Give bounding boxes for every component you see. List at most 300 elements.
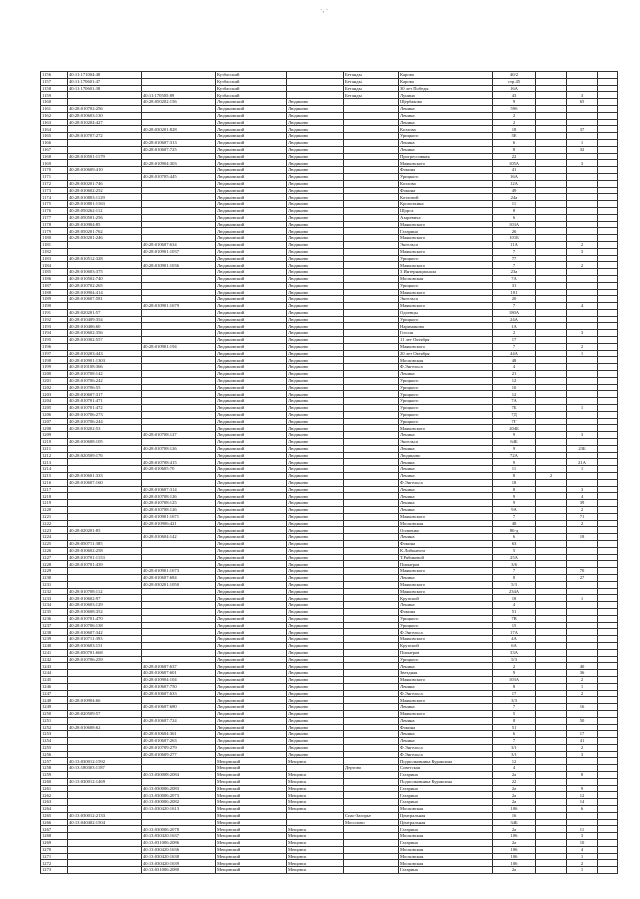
table-cell: Людиновский [216, 282, 287, 289]
table-cell: Людиновский [216, 738, 287, 745]
table-cell [344, 99, 399, 106]
table-cell: 40:28:010901:194 [142, 343, 216, 350]
table-cell: Крупской [399, 642, 493, 649]
table-cell: Бетанды [344, 72, 399, 79]
table-cell: Кропоткина [399, 201, 493, 208]
table-cell: 77 [493, 255, 536, 262]
table-cell [142, 323, 216, 330]
table-cell [68, 262, 142, 269]
table-cell: 40:13:030420:1613 [142, 806, 216, 813]
table-cell: 1169 [41, 160, 68, 167]
table-cell [536, 235, 567, 242]
table-cell [536, 323, 567, 330]
table-cell: 2 [493, 119, 536, 126]
table-cell [142, 622, 216, 629]
table-cell: 1212 [41, 452, 68, 459]
table-cell [598, 534, 618, 541]
table-cell [536, 364, 567, 371]
table-cell: 40:13:180303:1187 [68, 765, 142, 772]
table-cell [344, 479, 399, 486]
table-cell: Пионеров [399, 649, 493, 656]
table-cell: 1185 [41, 269, 68, 276]
table-cell: Людиново [287, 636, 344, 643]
table-cell [536, 568, 567, 575]
table-cell: 1255 [41, 744, 68, 751]
table-cell: 1246 [41, 683, 68, 690]
table-cell [142, 153, 216, 160]
table-cell [598, 235, 618, 242]
table-cell: 31 [493, 282, 536, 289]
table-cell: Людиново [287, 235, 344, 242]
table-cell [598, 649, 618, 656]
table-cell: Мещовск [287, 799, 344, 806]
table-cell: 59б [493, 105, 536, 112]
table-cell: Центральная [399, 812, 493, 819]
table-cell [344, 833, 399, 840]
table-cell [142, 350, 216, 357]
table-cell: 33А [493, 649, 536, 656]
table-cell [142, 330, 216, 337]
table-row [41, 371, 618, 378]
table-cell: 1230 [41, 574, 68, 581]
table-cell: 3 Интернационала [399, 269, 493, 276]
table-row [41, 146, 618, 153]
table-cell: 11 [567, 826, 598, 833]
table-cell: 4 [567, 303, 598, 310]
table-cell [344, 194, 399, 201]
table-cell: 1223 [41, 527, 68, 534]
table-cell: Ф.Энгельса [399, 364, 493, 371]
table-cell: 40:28:010706:273 [68, 411, 142, 418]
table-cell [598, 425, 618, 432]
table-cell: Людиново [399, 452, 493, 459]
table-cell [344, 105, 399, 112]
table-cell [536, 289, 567, 296]
table-cell: 1199 [41, 364, 68, 371]
table-cell: 40:11:170601:38 [68, 85, 142, 92]
table-cell [344, 112, 399, 119]
table-cell [344, 133, 399, 140]
table-cell [142, 765, 216, 772]
table-cell [567, 282, 598, 289]
table-cell [142, 296, 216, 303]
table-cell: Мещовск [287, 785, 344, 792]
table-cell: Фокина [399, 167, 493, 174]
table-cell: Маяковского [399, 235, 493, 242]
table-cell: 1173 [41, 187, 68, 194]
table-cell: 3 [567, 92, 598, 99]
table-cell: 106 [493, 846, 536, 853]
table-cell [598, 112, 618, 119]
table-cell [598, 275, 618, 282]
table-cell: Ленина [399, 493, 493, 500]
table-cell [344, 846, 399, 853]
table-cell [344, 724, 399, 731]
table-cell: 40:28:010705:445 [142, 173, 216, 180]
table-cell: 16А [493, 173, 536, 180]
table-cell [536, 377, 567, 384]
table-cell [68, 717, 142, 724]
table-cell [344, 513, 399, 520]
table-cell: Мещовский [216, 846, 287, 853]
table-cell [344, 826, 399, 833]
table-cell: Ленина [399, 466, 493, 473]
table-cell: 23Б [567, 445, 598, 452]
table-cell: 1229 [41, 568, 68, 575]
table-row [41, 92, 618, 99]
table-cell: Людиновский [216, 540, 287, 547]
table-cell: Людиново [287, 520, 344, 527]
table-cell: 1232 [41, 588, 68, 595]
table-cell: Людиново [287, 275, 344, 282]
table-row [41, 744, 618, 751]
table-cell [536, 738, 567, 745]
table-cell: Ленина [399, 486, 493, 493]
table-cell [567, 479, 598, 486]
table-cell [598, 860, 618, 867]
table-cell: 1213 [41, 459, 68, 466]
table-cell: Мещовский [216, 785, 287, 792]
table-cell [598, 105, 618, 112]
table-cell: 40:28:010607:601 [142, 670, 216, 677]
table-row [41, 255, 618, 262]
table-cell: 40:13:030420:1636 [142, 846, 216, 853]
table-cell [567, 207, 598, 214]
table-cell: Маяковского [399, 262, 493, 269]
table-cell: 5Е [493, 133, 536, 140]
table-cell: Московская [399, 275, 493, 282]
table-cell [536, 561, 567, 568]
table-cell [68, 663, 142, 670]
table-cell [598, 479, 618, 486]
table-cell [567, 296, 598, 303]
table-cell: Людиновский [216, 615, 287, 622]
table-cell [344, 146, 399, 153]
table-cell: 40:13:030006:2078 [142, 826, 216, 833]
table-cell: Людиново [287, 323, 344, 330]
table-cell: Урицкого [399, 316, 493, 323]
table-row [41, 867, 618, 874]
table-cell: 1233 [41, 595, 68, 602]
table-cell [68, 853, 142, 860]
table-cell: К.Либкнехта [399, 547, 493, 554]
table-cell: Людиново [287, 343, 344, 350]
table-cell: Козловой [399, 194, 493, 201]
table-cell: 1 [567, 139, 598, 146]
table-row [41, 690, 618, 697]
table-cell: 1216 [41, 479, 68, 486]
table-cell [536, 153, 567, 160]
table-cell [536, 180, 567, 187]
table-cell: Людиновский [216, 418, 287, 425]
table-row [41, 785, 618, 792]
table-cell [536, 724, 567, 731]
table-cell [598, 289, 618, 296]
table-cell [344, 391, 399, 398]
table-cell: 16А [493, 85, 536, 92]
table-cell [536, 432, 567, 439]
table-cell: 3 [567, 432, 598, 439]
table-cell: Людиновский [216, 636, 287, 643]
table-cell: 40:28:010904:303 [142, 160, 216, 167]
table-cell: 9 [493, 459, 536, 466]
table-cell [598, 853, 618, 860]
table-cell [536, 663, 567, 670]
table-cell: Фокина [399, 540, 493, 547]
table-cell: 7 [493, 343, 536, 350]
table-cell: 40:28:010204:427 [68, 119, 142, 126]
table-cell [598, 772, 618, 779]
table-cell [344, 207, 399, 214]
table-cell [567, 235, 598, 242]
table-row [41, 119, 618, 126]
table-cell: 3/1 [493, 751, 536, 758]
table-cell [536, 439, 567, 446]
table-cell [536, 398, 567, 405]
table-cell [68, 738, 142, 745]
table-cell: Людиновский [216, 173, 287, 180]
table-cell [536, 642, 567, 649]
table-cell [598, 445, 618, 452]
table-cell: Людиново [287, 649, 344, 656]
table-cell [344, 581, 399, 588]
table-cell: Людиновский [216, 296, 287, 303]
table-cell: 2 [567, 860, 598, 867]
table-cell: 1193 [41, 323, 68, 330]
table-cell [344, 425, 399, 432]
table-cell [598, 330, 618, 337]
table-cell [598, 418, 618, 425]
table-cell [598, 758, 618, 765]
table-cell: 8 [493, 717, 536, 724]
table-cell [598, 867, 618, 874]
table-cell: 22 [493, 153, 536, 160]
table-cell: Ленина [399, 704, 493, 711]
table-cell [344, 466, 399, 473]
table-cell [598, 296, 618, 303]
table-cell: 40:28:050262:112 [68, 207, 142, 214]
table-cell: Бетанды [344, 78, 399, 85]
table-cell [598, 99, 618, 106]
table-cell: Людиново [287, 615, 344, 622]
table-cell [68, 99, 142, 106]
table-row [41, 105, 618, 112]
table-cell [68, 466, 142, 473]
table-row [41, 391, 618, 398]
table-cell: 106 [493, 833, 536, 840]
table-cell [567, 398, 598, 405]
table-cell: Людиновский [216, 507, 287, 514]
table-cell: Бетанды [344, 92, 399, 99]
table-cell: 40:28:010701:470 [68, 615, 142, 622]
table-cell [344, 500, 399, 507]
table-cell: 1203 [41, 391, 68, 398]
table-cell: 7 [493, 568, 536, 575]
table-cell: Ленина [399, 738, 493, 745]
table-cell: Людиновский [216, 167, 287, 174]
table-cell [344, 615, 399, 622]
table-cell [598, 622, 618, 629]
table-cell: 40:28:020201:85 [68, 527, 142, 534]
table-cell [536, 330, 567, 337]
table-cell [536, 806, 567, 813]
table-cell [536, 119, 567, 126]
table-cell: 40:28:010608:105 [68, 439, 142, 446]
table-cell [142, 758, 216, 765]
table-cell [536, 608, 567, 615]
table-row [41, 731, 618, 738]
table-cell: 2а [493, 792, 536, 799]
table-cell: Людиново [287, 160, 344, 167]
table-cell [598, 316, 618, 323]
table-cell: 40:28:010701:439 [68, 561, 142, 568]
table-cell: Мещовский [216, 853, 287, 860]
table-cell: Мещовск [287, 792, 344, 799]
table-cell [536, 167, 567, 174]
table-cell [68, 751, 142, 758]
table-cell: 40:28:010602:252 [68, 187, 142, 194]
table-cell: 101Б [493, 235, 536, 242]
table-cell: Щорса [399, 207, 493, 214]
table-row [41, 418, 618, 425]
table-cell: 1189 [41, 296, 68, 303]
table-cell: 8 [493, 146, 536, 153]
table-cell: Людиновский [216, 411, 287, 418]
table-cell: 1184 [41, 262, 68, 269]
table-cell: Звездная [399, 670, 493, 677]
table-cell: 1239 [41, 636, 68, 643]
table-cell: 1228 [41, 561, 68, 568]
table-cell [598, 806, 618, 813]
table-cell [344, 269, 399, 276]
table-cell: 48 [493, 357, 536, 364]
table-cell: 1234 [41, 602, 68, 609]
table-cell [68, 139, 142, 146]
table-cell: Людиново [287, 710, 344, 717]
table-cell [344, 309, 399, 316]
table-cell: 40:28:010702:265 [68, 282, 142, 289]
table-cell: 1194 [41, 330, 68, 337]
table-cell: Козлова [399, 180, 493, 187]
table-cell: 8 [493, 486, 536, 493]
table-cell: 1178 [41, 221, 68, 228]
table-cell [344, 636, 399, 643]
table-cell [142, 105, 216, 112]
table-cell: Нариманова [399, 323, 493, 330]
table-row [41, 343, 618, 350]
table-cell: Маяковского [399, 676, 493, 683]
table-row [41, 710, 618, 717]
table-cell [142, 473, 216, 480]
table-cell: 40:28:010904:104 [142, 676, 216, 683]
table-cell [598, 262, 618, 269]
table-cell: Маяковского [399, 343, 493, 350]
table-row [41, 72, 618, 79]
table-cell: 1174 [41, 194, 68, 201]
table-cell: 40:28:010603:375 [68, 269, 142, 276]
table-cell [344, 785, 399, 792]
table-cell [344, 649, 399, 656]
table-cell: 24А [493, 316, 536, 323]
table-cell: Мещовский [216, 799, 287, 806]
table-cell: Гагарина [399, 867, 493, 874]
table-cell: Людиново [287, 99, 344, 106]
table-cell: 1264 [41, 806, 68, 813]
table-cell [344, 731, 399, 738]
table-cell: 40:11:170505:89 [142, 92, 216, 99]
table-row [41, 568, 618, 575]
table-cell: 6 [567, 806, 598, 813]
table-cell [567, 85, 598, 92]
table-cell [598, 513, 618, 520]
table-cell [536, 629, 567, 636]
table-cell [344, 316, 399, 323]
table-row [41, 561, 618, 568]
table-cell [567, 615, 598, 622]
table-cell: Людиново [287, 269, 344, 276]
table-cell: Гагарина [399, 840, 493, 847]
table-row [41, 303, 618, 310]
table-cell: 40:28:010607:314 [142, 486, 216, 493]
table-cell [598, 187, 618, 194]
table-row [41, 466, 618, 473]
table-cell: Людиновский [216, 357, 287, 364]
table-cell [344, 459, 399, 466]
table-cell: 86-д [493, 527, 536, 534]
table-cell [567, 656, 598, 663]
table-cell: 1162 [41, 112, 68, 119]
table-cell: 3/1 [493, 744, 536, 751]
table-cell [598, 812, 618, 819]
table-cell [536, 201, 567, 208]
table-cell [68, 670, 142, 677]
table-row [41, 173, 618, 180]
table-row [41, 629, 618, 636]
table-cell [598, 167, 618, 174]
table-cell: 11 [493, 201, 536, 208]
table-cell: 40:13:030006:2082 [142, 799, 216, 806]
table-cell: Ленина [399, 371, 493, 378]
table-cell: Мещовск [287, 806, 344, 813]
table-cell: Ленина [399, 717, 493, 724]
table-row [41, 275, 618, 282]
table-cell: Ленина [399, 731, 493, 738]
table-cell: Людиновский [216, 439, 287, 446]
table-cell: Урицкого [399, 133, 493, 140]
table-cell [567, 547, 598, 554]
table-cell: 234А [493, 588, 536, 595]
table-cell [344, 663, 399, 670]
table-cell [536, 343, 567, 350]
table-cell [287, 819, 344, 826]
table-cell: Людиново [287, 133, 344, 140]
table-cell: 1177 [41, 214, 68, 221]
table-cell: Людиново [287, 153, 344, 160]
table-cell: Людиново [287, 452, 344, 459]
table-cell [142, 411, 216, 418]
table-cell: 1271 [41, 853, 68, 860]
table-cell [536, 765, 567, 772]
table-cell: 40:28:010202:53 [68, 425, 142, 432]
table-cell [68, 160, 142, 167]
table-cell: 1214 [41, 466, 68, 473]
table-cell [536, 547, 567, 554]
table-cell: Крупской [399, 595, 493, 602]
table-cell: Людиновский [216, 133, 287, 140]
table-cell: 8 [493, 473, 536, 480]
table-cell: Урицкого [399, 398, 493, 405]
table-cell [567, 167, 598, 174]
